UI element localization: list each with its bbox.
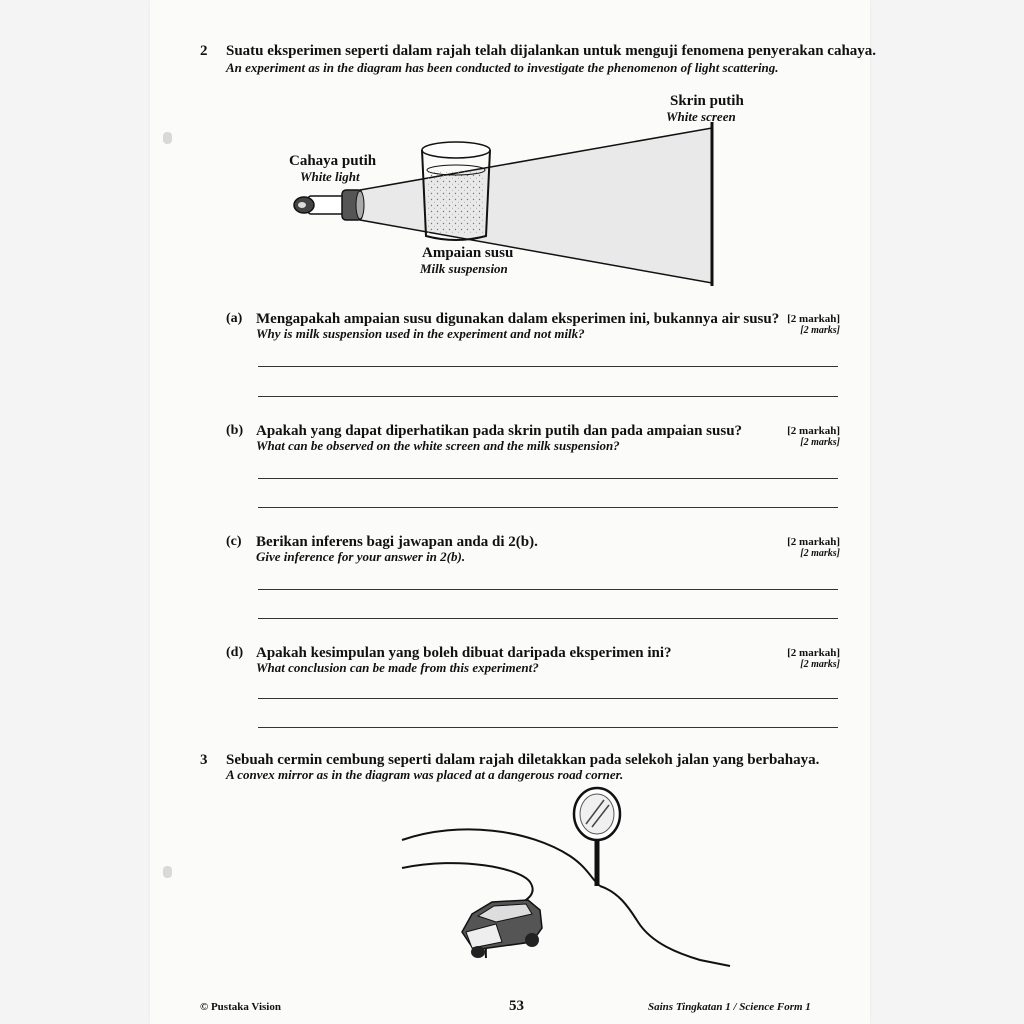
part-d-answer-line-2[interactable] [258,727,838,728]
question-3-number: 3 [200,752,208,768]
screen-label-english: White screen [666,109,736,124]
question-3-text-english: A convex mirror as in the diagram was placed at a dangerous road corner. [226,767,624,782]
road-edge-inner [402,863,533,904]
road-edge-far [600,886,730,966]
part-a-label: (a) [226,311,243,326]
part-a-answer-line-1[interactable] [258,366,838,367]
part-b-marks [720,425,840,448]
part-b-text-malay: Apakah yang dapat diperhatikan pada skrin putih dan pada ampaian susu? [256,423,743,439]
part-c-marks [720,536,840,559]
part-c-marks-malay: [2 markah] [787,536,840,548]
road-edge-outer [402,829,600,886]
light-beam [360,128,712,283]
part-d-answer-line-1[interactable] [258,698,838,699]
part-c-answer-line-1[interactable] [258,589,838,590]
punch-hole-top [163,132,172,144]
part-a-marks-malay: [2 markah] [787,313,840,325]
convex-mirror-icon [574,788,620,840]
milk-label-malay: Ampaian susu [422,245,514,261]
part-c-text-malay: Berikan inferens bagi jawapan anda di 2(b). [256,534,538,550]
footer-publisher: © Pustaka Vision [200,1001,281,1013]
part-c-marks-english: [2 marks] [800,548,840,559]
screen-label-malay: Skrin putih [670,93,744,109]
part-a-text-malay: Mengapakah ampaian susu digunakan dalam eksperimen ini, bukannya air susu? [256,311,780,327]
light-label-english: White light [300,169,360,184]
part-a-answer-line-2[interactable] [258,396,838,397]
torch-icon [294,190,364,220]
convex-mirror-diagram [400,782,770,972]
part-b-text-english: What can be observed on the white screen and the milk suspension? [256,438,620,453]
milk-label-english: Milk suspension [420,261,508,276]
part-d-text-malay: Apakah kesimpulan yang boleh dibuat daripada eksperimen ini? [256,645,672,661]
punch-hole-bottom [163,866,172,878]
question-3-text-malay: Sebuah cermin cembung seperti dalam rajah diletakkan pada selekoh jalan yang berbahaya. [226,752,820,768]
question-2-number: 2 [200,43,208,59]
part-b-marks-malay: [2 markah] [787,425,840,437]
part-c-answer-line-2[interactable] [258,618,838,619]
part-d-label: (d) [226,645,244,660]
footer-book-title: Sains Tingkatan 1 / Science Form 1 [648,1001,811,1013]
car-icon [462,900,542,958]
part-b-answer-line-1[interactable] [258,478,838,479]
part-a-marks [720,313,840,336]
beaker-icon [422,142,490,240]
part-c-label: (c) [226,534,242,549]
part-a-text-english: Why is milk suspension used in the experiment and not milk? [256,326,585,341]
part-b-answer-line-2[interactable] [258,507,838,508]
part-d-marks-english: [2 marks] [800,659,840,670]
part-d-marks-malay: [2 markah] [787,647,840,659]
part-a-marks-english: [2 marks] [800,325,840,336]
footer-page-number: 53 [509,998,524,1014]
part-b-marks-english: [2 marks] [800,437,840,448]
part-d-text-english: What conclusion can be made from this experiment? [256,660,539,675]
part-b-label: (b) [226,423,244,438]
question-2-text-english: An experiment as in the diagram has been conducted to investigate the phenomenon of light scattering. [226,60,779,75]
light-label-malay: Cahaya putih [289,153,377,169]
part-d-marks [720,647,840,670]
part-c-text-english: Give inference for your answer in 2(b). [256,549,466,564]
question-2-text-malay: Suatu eksperimen seperti dalam rajah telah dijalankan untuk menguji fenomena penyerakan cahaya. [226,43,877,59]
